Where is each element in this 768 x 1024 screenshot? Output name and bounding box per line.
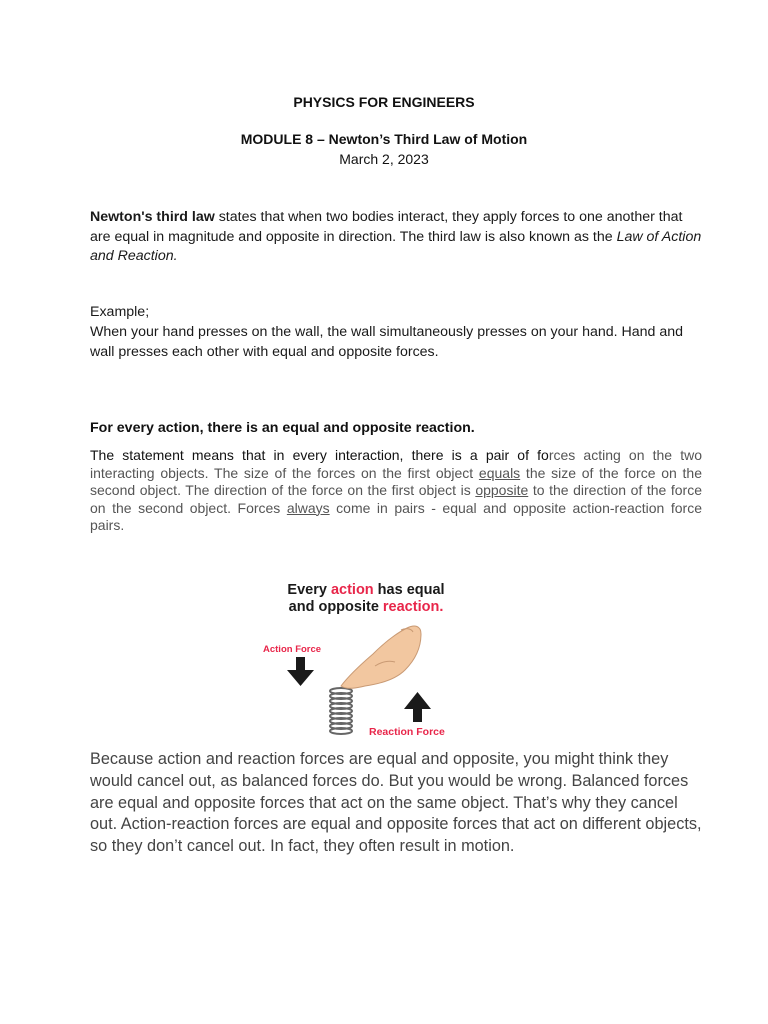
module-title: MODULE 8 – Newton’s Third Law of Motion xyxy=(240,131,528,147)
principle-statement: For every action, there is an equal and opposite reaction. xyxy=(90,420,475,436)
down-arrow-icon xyxy=(287,657,314,686)
document-date: March 2, 2023 xyxy=(339,151,429,167)
example-label: Example; xyxy=(90,304,150,320)
course-title: PHYSICS FOR ENGINEERS xyxy=(293,94,475,110)
explanation-part5: come in pairs - equal and opposite action-reaction force pairs. xyxy=(90,499,702,533)
explanation-paragraph xyxy=(90,447,702,535)
reaction-force-label: Reaction Force xyxy=(369,726,445,738)
spring-icon xyxy=(330,688,352,734)
intro-text: states that when two bodies interact, they apply forces to one another that are equal in magnitude and opposite in direction. The third law is also known as the xyxy=(90,209,683,245)
explanation-part3: the size of the force on the second object. The direction of the force on the first object is xyxy=(90,464,702,498)
figure-heading-line2: and opposite reaction. xyxy=(288,599,444,615)
action-force-label: Action Force xyxy=(263,644,322,655)
explanation-part4: to the direction of the force on the second object. Forces xyxy=(90,482,702,516)
conclusion-paragraph: Because action and reaction forces are equal and opposite, you might think they would cancel out, as balanced forces do. But you would be wrong. Balanced forces are equal and opposite forces that act on the same object. That’s why they cancel out. Action-reaction forces are equal and opposite forces that act on different objects, so they don’t cancel out. In fact, they often result in motion. xyxy=(90,750,702,856)
explanation-opposite: opposite xyxy=(475,482,529,498)
explanation-part2: rces acting on the two interacting objects. The size of the forces on the first object xyxy=(90,447,703,481)
explanation-equals: equals xyxy=(478,464,521,481)
hand-icon xyxy=(341,626,421,688)
example-text: When your hand presses on the wall, the wall simultaneously presses on your hand. Hand and wall presses each other with equal and opposite forces. xyxy=(90,324,684,360)
intro-alias: Law of Action and Reaction. xyxy=(90,228,702,264)
up-arrow-icon xyxy=(404,692,431,722)
explanation-part1: The statement means that in every interaction, there is a pair of fo xyxy=(90,447,549,463)
intro-paragraph xyxy=(90,208,702,267)
intro-term: Newton's third law xyxy=(90,209,215,225)
explanation-always: always xyxy=(286,499,330,516)
figure-heading-line1: Every action has equal xyxy=(287,582,445,598)
action-reaction-illustration xyxy=(255,570,477,740)
action-reaction-figure xyxy=(255,570,477,740)
